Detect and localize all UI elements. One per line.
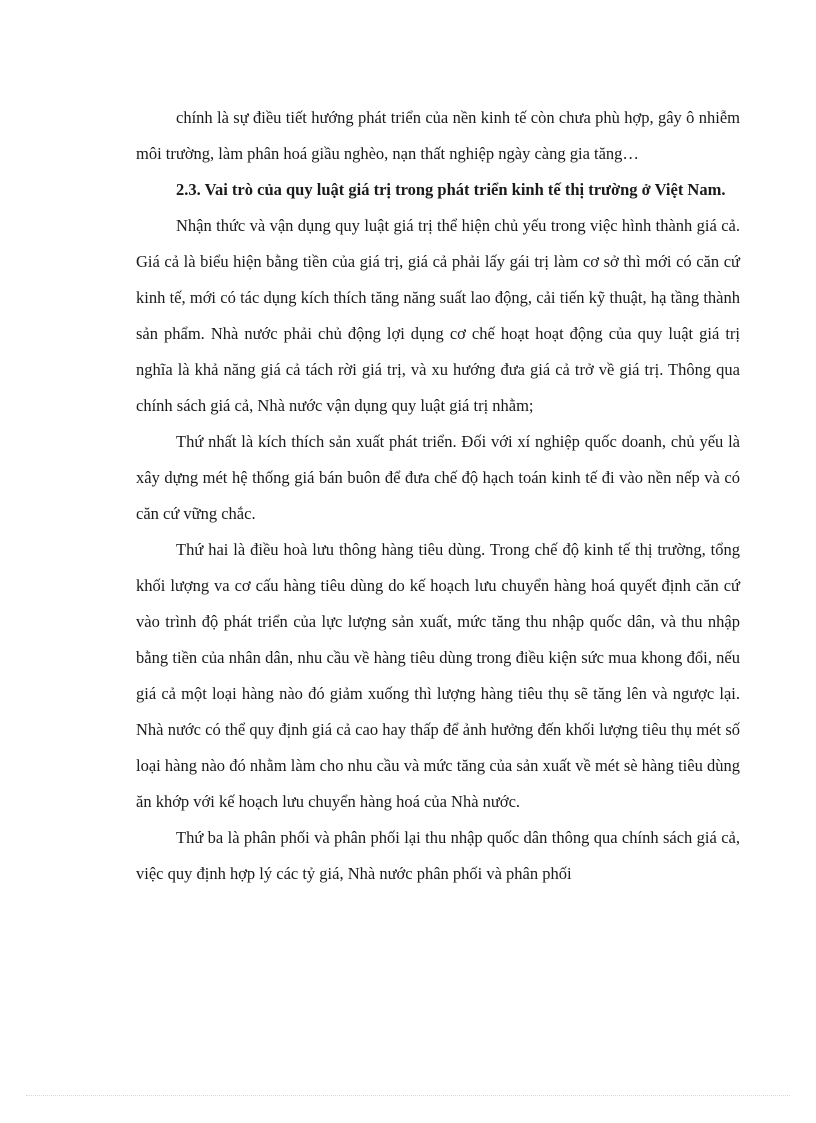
page-bottom-divider: [26, 1095, 790, 1096]
paragraph-second-point: Thứ hai là điều hoà lưu thông hàng tiêu dùng. Trong chế độ kinh tế thị trường, tổng khối lượng va cơ cấu hàng tiêu dùng do kế hoạch lưu chuyển hàng hoá quyết định căn cứ vào trình độ phát triển của lực lượng sản xuất, mức tăng thu nhập quốc dân, và thu nhập bằng tiền của nhân dân, nhu cầu về hàng tiêu dùng trong điều kiện sức mua khong đổi, nếu giá cả một loại hàng nào đó giảm xuống thì lượng hàng tiêu thụ sẽ tăng lên và ngược lại. Nhà nước có thể quy định giá cả cao hay thấp để ảnh hưởng đến khối lượng tiêu thụ mét số loại hàng nào đó nhằm làm cho nhu cầu và mức tăng của sản xuất về mét sè hàng tiêu dùng ăn khớp với kế hoạch lưu chuyển hàng hoá của Nhà nước.: [136, 540, 740, 811]
paragraph-first-point: Thứ nhất là kích thích sản xuất phát triển. Đối với xí nghiệp quốc doanh, chủ yếu là xây dựng mét hệ thống giá bán buôn để đưa chế độ hạch toán kinh tế đi vào nền nếp và có căn cứ vững chắc.: [136, 432, 740, 523]
paragraph-third-point: Thứ ba là phân phối và phân phối lại thu nhập quốc dân thông qua chính sách giá cả, việc quy định hợp lý các tỷ giá, Nhà nước phân phối và phân phối: [136, 828, 740, 883]
document-body: [136, 100, 740, 892]
paragraph-value-law-awareness: Nhận thức và vận dụng quy luật giá trị thể hiện chủ yếu trong việc hình thành giá cả. Giá cả là biểu hiện bằng tiền của giá trị, giá cả phải lấy gái trị làm cơ sở thì mới có căn cứ kinh tế, mới có tác dụng kích thích tăng năng suất lao động, cải tiến kỹ thuật, hạ tầng thành sản phẩm. Nhà nước phải chủ động lợi dụng cơ chế hoạt hoạt động của quy luật giá trị nghĩa là khả năng giá cả tách rời giá trị, và xu hướng đưa giá cả trở về giá trị. Thông qua chính sách giá cả, Nhà nước vận dụng quy luật giá trị nhằm;: [136, 216, 740, 415]
section-heading: 2.3. Vai trò của quy luật giá trị trong phát triển kinh tế thị trường ở Việt Nam.: [176, 180, 726, 199]
paragraph-continuation: chính là sự điều tiết hướng phát triển của nền kinh tế còn chưa phù hợp, gây ô nhiễm môi trường, làm phân hoá giầu nghèo, nạn thất nghiệp ngày càng gia tăng…: [136, 108, 740, 163]
